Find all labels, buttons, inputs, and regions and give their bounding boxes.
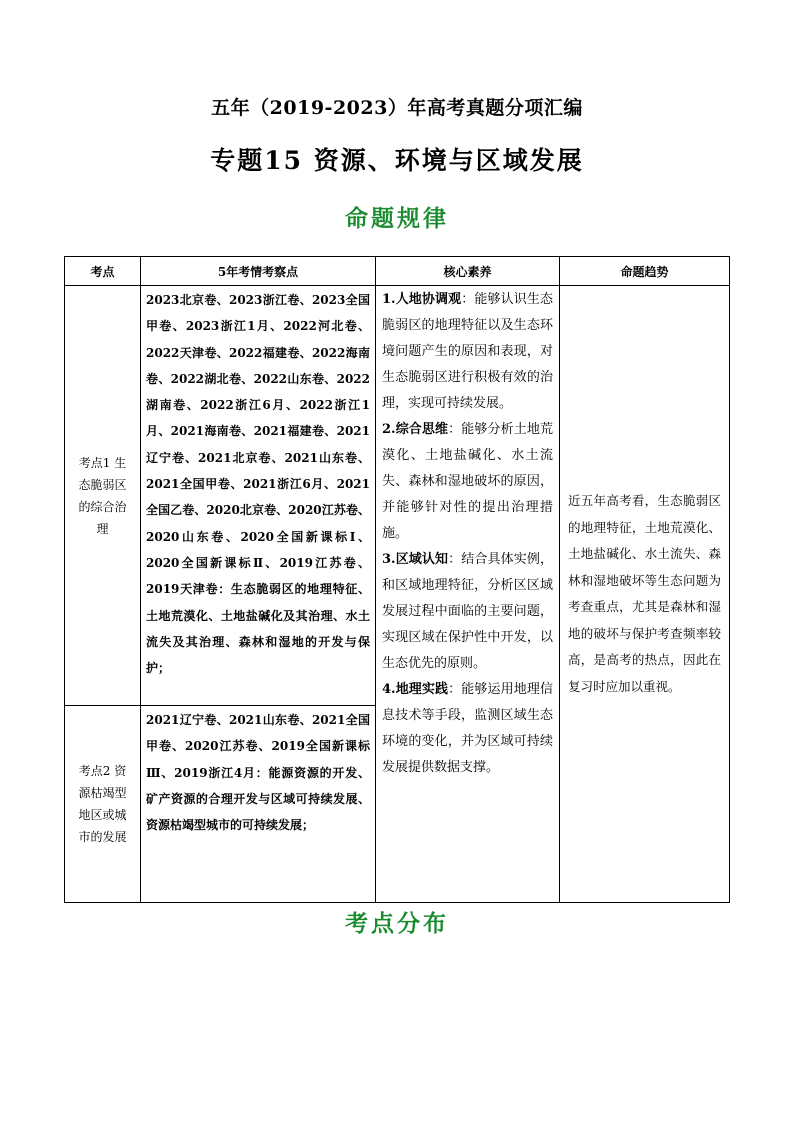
section-heading-rules: 命题规律 xyxy=(345,205,449,232)
header-trend: 命题趋势 xyxy=(560,257,730,286)
header-core-literacy: 核心素养 xyxy=(376,257,560,286)
core-item-text: ：能够认识生态脆弱区的地理特征以及生态环境问题产生的原因和表现，对生态脆弱区进行积极有效的治理，实现可持续发展。 xyxy=(382,292,553,411)
core-item xyxy=(382,547,553,677)
document-subtitle: 专题15 资源、环境与区域发展 xyxy=(210,146,584,175)
topic-cell: 考点2 资源枯竭型地区或城市的发展 xyxy=(65,706,141,903)
header-topic: 考点 xyxy=(65,257,141,286)
core-item-label: 3.区域认知 xyxy=(382,552,449,567)
header-exams: 5年考情考察点 xyxy=(141,257,376,286)
exam-analysis-table xyxy=(64,256,730,903)
core-item-text: ：能够分析土地荒漠化、土地盐碱化、水土流失、森林和湿地破坏的原因，并能够针对性的提出治理措施。 xyxy=(382,422,553,541)
table-header-row xyxy=(65,257,730,286)
core-item-text: ：结合具体实例，和区域地理特征，分析区区域发展过程中面临的主要问题，实现区域在保护性中开发，以生态优先的原则。 xyxy=(382,552,553,671)
core-item xyxy=(382,677,553,781)
table-row xyxy=(65,286,730,706)
exam-list-cell: 2021辽宁卷、2021山东卷、2021全国甲卷、2020江苏卷、2019全国新课标Ⅲ、2019浙江4月：能源资源的开发、矿产资源的合理开发与区域可持续发展、资源枯竭型城市的可持续发展； xyxy=(141,706,376,903)
document-title: 五年（2019-2023）年高考真题分项汇编 xyxy=(211,97,583,119)
core-item xyxy=(382,287,553,417)
topic-cell: 考点1 生态脆弱区的综合治理 xyxy=(65,286,141,706)
trend-cell: 近五年高考看，生态脆弱区的地理特征，土地荒漠化、土地盐碱化、水土流失、森林和湿地破坏等生态问题为考查重点，尤其是森林和湿地的破坏与保护考查频率较高，是高考的热点，因此在复习时应加以重视。 xyxy=(560,286,730,903)
core-literacy-cell xyxy=(376,286,560,903)
core-item-label: 2.综合思维 xyxy=(382,422,449,437)
core-item xyxy=(382,417,553,547)
exam-list-cell: 2023北京卷、2023浙江卷、2023全国甲卷、2023浙江1月、2022河北卷、2022天津卷、2022福建卷、2022海南卷、2022湖北卷、2022山东卷、2022湖南卷、2022浙江6月、2022浙江1月、2021海南卷、2021福建卷、2021辽宁卷、2021北京卷、2021山东卷、2021全国甲卷、2021浙江6月、2021全国乙卷、2020北京卷、2020江苏卷、2020山东卷、2020全国新课标Ⅰ、2020全国新课标Ⅱ、2019江苏卷、2019天津卷：生态脆弱区的地理特征、土地荒漠化、土地盐碱化及其治理、水土流失及其治理、森林和湿地的开发与保护； xyxy=(141,286,376,706)
core-item-text: ：能够运用地理信息技术等手段，监测区域生态环境的变化，并为区域可持续发展提供数据支撑。 xyxy=(382,682,553,775)
section-heading-distribution: 考点分布 xyxy=(345,910,449,937)
core-item-label: 4.地理实践 xyxy=(382,682,449,697)
core-item-label: 1.人地协调观 xyxy=(382,292,462,307)
